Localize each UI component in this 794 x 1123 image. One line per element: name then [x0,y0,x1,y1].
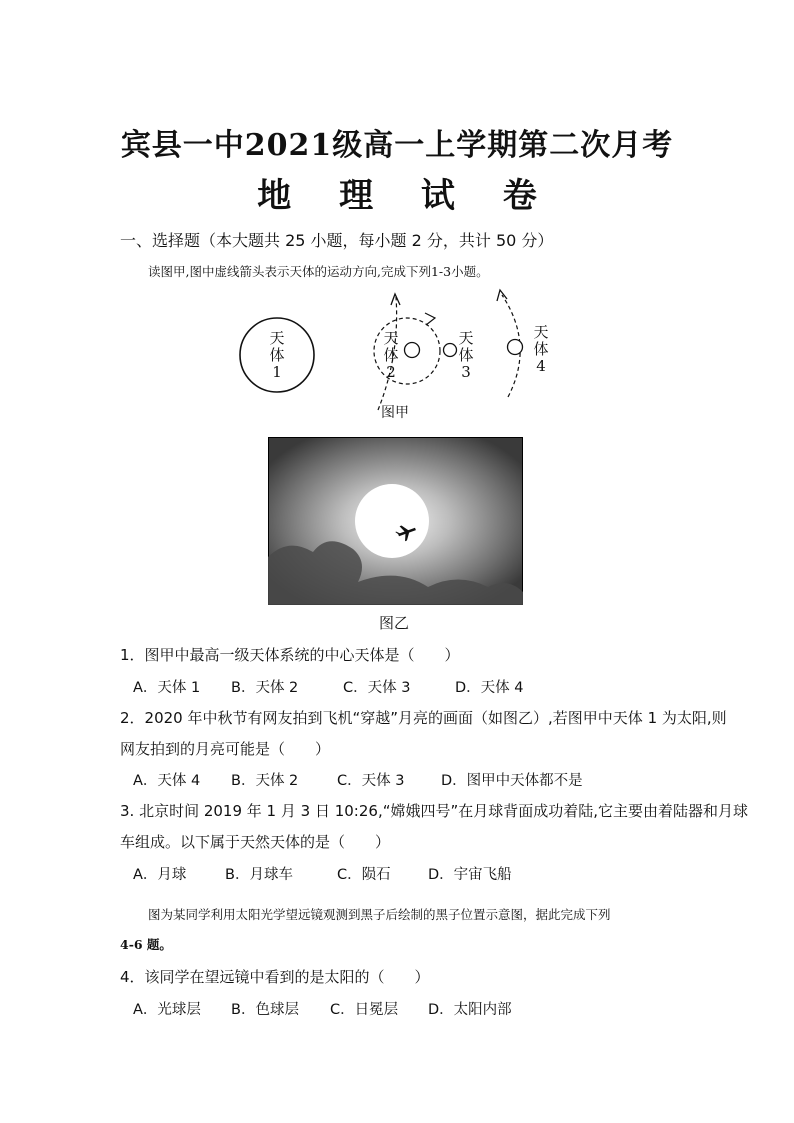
body-4-circle [508,340,523,355]
question-4: 4．该同学在望远镜中看到的是太阳的（ ） [120,968,430,986]
intro-4-6-line-1: 图为某同学利用太阳光学望远镜观测到黑子后绘制的黑子位置示意图，据此完成下列 [148,907,611,922]
question-2-line-2: 网友拍到的月亮可能是（ ） [120,740,331,758]
section-heading: 一、选择题（本大题共 25 小题，每小题 2 分，共计 50 分） [120,231,554,250]
q4-option-a[interactable]: A．光球层 [133,1002,201,1018]
moon [355,484,429,558]
q1-option-a[interactable]: A．天体 1 [133,680,201,696]
q2-option-b[interactable]: B．天体 2 [231,773,299,789]
body-3-circle [444,344,457,357]
q3-option-d[interactable]: D．宇宙飞船 [428,867,512,883]
body-2-circle [405,343,420,358]
body-3-label: 天 体 3 [458,329,474,381]
q1-option-d[interactable]: D．天体 4 [455,680,524,696]
q2-option-a[interactable]: A．天体 4 [133,773,201,789]
orbit-arrow-head-icon [425,313,435,325]
q4-option-b[interactable]: B．色球层 [231,1002,299,1018]
intro-4-6-line-2: 4-6 题。 [120,937,172,952]
q2-option-c[interactable]: C．天体 3 [337,773,405,789]
q4-option-d[interactable]: D．太阳内部 [428,1002,512,1018]
question-1: 1．图甲中最高一级天体系统的中心天体是（ ） [120,646,460,664]
q2-option-d[interactable]: D．图甲中天体都不是 [441,773,583,789]
figure-b-caption: 图乙 [379,614,410,632]
question-3-line-2: 车组成。以下属于天然天体的是（ ） [120,833,391,851]
figure-b-photo [268,437,523,605]
q1-option-c[interactable]: C．天体 3 [343,680,411,696]
arrow-head-icon [391,294,400,305]
q4-option-c[interactable]: C．日冕层 [330,1002,399,1018]
exam-title: 宾县一中2021级高一上学期第二次月考 [120,128,674,163]
figure-a-intro: 读图甲,图中虚线箭头表示天体的运动方向,完成下列1-3小题。 [148,264,489,279]
figure-a-caption: 图甲 [381,405,409,421]
body-2-label: 天 体 2 [383,329,399,381]
q1-option-b[interactable]: B．天体 2 [231,680,299,696]
question-2-line-1: 2．2020 年中秋节有网友拍到飞机“穿越”月亮的画面（如图乙）,若图甲中天体 1 为太阳,则 [120,709,727,727]
q3-option-b[interactable]: B．月球车 [225,867,293,883]
question-3-line-1: 3. 北京时间 2019 年 1 月 3 日 10:26,“嫦娥四号”在月球背面成功着陆,它主要由着陆器和月球 [120,802,749,820]
q3-option-c[interactable]: C．陨石 [337,867,391,883]
body-4-label: 天 体 4 [533,323,549,375]
q3-option-a[interactable]: A．月球 [133,867,187,883]
body-1-label: 天 体 1 [269,329,285,381]
exam-subtitle: 地 理 试 卷 [257,176,555,216]
